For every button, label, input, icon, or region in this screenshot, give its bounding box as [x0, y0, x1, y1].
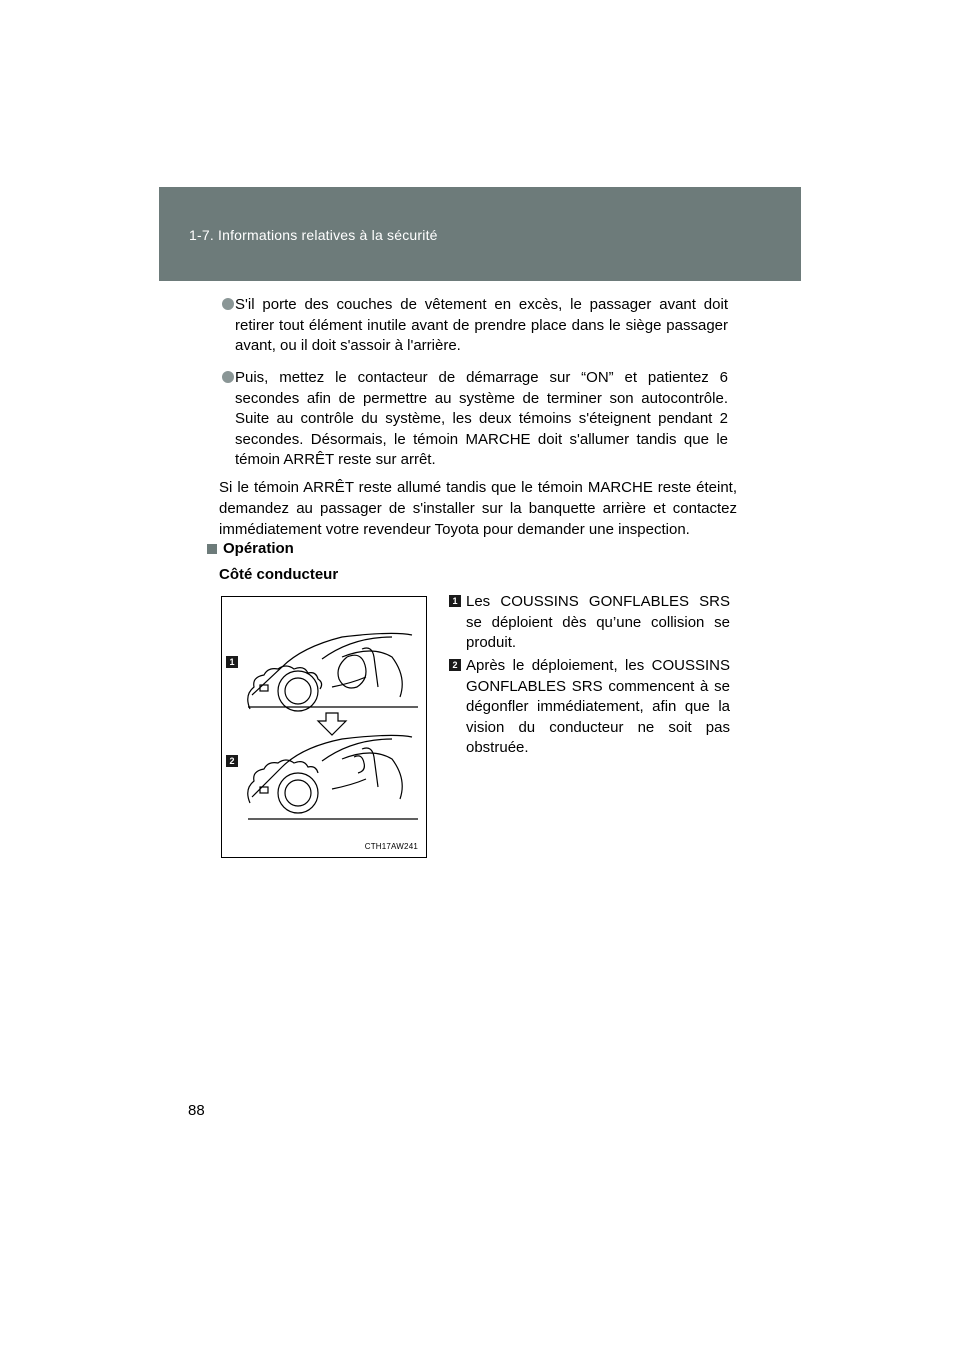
chapter-header	[159, 187, 801, 281]
number-badge: 2	[449, 659, 461, 671]
figure-marker-1: 1	[226, 656, 238, 668]
figure-code: CTH17AW241	[364, 842, 418, 851]
list-item: 1 Les COUSSINS GONFLABLES SRS se déploient dès qu’une collision se produit.	[449, 592, 730, 654]
number-badge: 1	[449, 595, 461, 607]
sub-heading: Côté conducteur	[219, 566, 339, 583]
bullet-item: S'il porte des couches de vêtement en excès, le passager avant doit retirer tout élément inutile avant de prendre place dans le siège passager avant, ou il doit s'assoir à l'arrière.	[222, 295, 728, 357]
warning-paragraph: Si le témoin ARRÊT reste allumé tandis que le témoin MARCHE reste éteint, demandez au passager de s'installer sur la banquette arrière et contactez immédiatement votre revendeur Toyota pour demander une inspection.	[219, 479, 737, 538]
figure-marker-2: 2	[226, 755, 238, 767]
airbag-illustration	[221, 596, 427, 858]
page-number: 88	[188, 1102, 205, 1119]
bullet-dot-icon	[222, 298, 234, 310]
bullet-item: Puis, mettez le contacteur de démarrage sur “ON” et patientez 6 secondes afin de permettre au système de terminer son autocontrôle. Suite au contrôle du système, les deux témoins s'éteignent pendant 2 secondes. Désormais, le témoin MARCHE doit s'allumer tandis que le témoin ARRÊT reste sur arrêt.	[222, 368, 728, 471]
list-item: 2 Après le déploiement, les COUSSINS GONFLABLES SRS commencent à se dégonfler immédiatement, afin que la vision du conducteur ne soit pas obstruée.	[449, 656, 730, 759]
bullet-dot-icon	[222, 371, 234, 383]
section-title: 1-7. Informations relatives à la sécurité	[189, 227, 438, 243]
square-bullet-icon	[207, 544, 217, 554]
section-heading: Opération	[207, 540, 294, 557]
car-airbag-drawing	[222, 597, 426, 857]
